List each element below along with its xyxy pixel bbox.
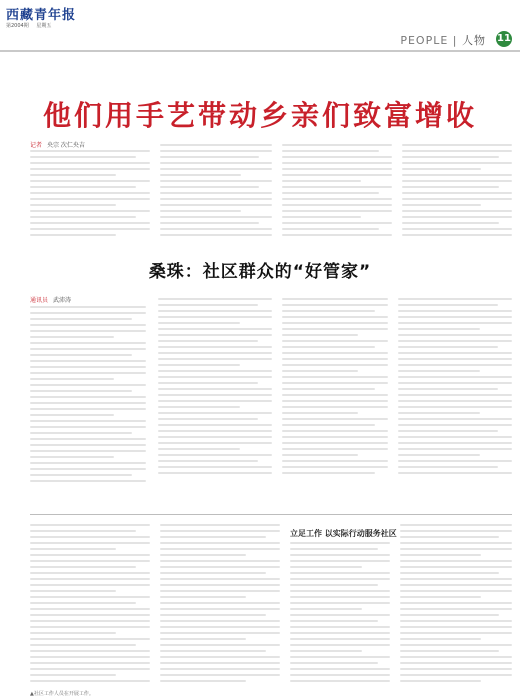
article2-column-1 bbox=[30, 306, 146, 506]
lower-column-4 bbox=[400, 524, 512, 692]
issue-number: 第2004期 bbox=[6, 23, 29, 29]
weekday: 星期五 bbox=[36, 23, 52, 29]
article1-column-3 bbox=[282, 144, 392, 250]
article1-byline bbox=[30, 140, 85, 149]
section-label-en: PEOPLE bbox=[400, 34, 449, 47]
article2-sub-heading: 立足工作 以实际行动服务社区 bbox=[290, 529, 397, 538]
page-header bbox=[0, 0, 520, 52]
header-divider bbox=[0, 50, 520, 52]
photo-caption: ▲社区工作人员在开展工作。 bbox=[30, 691, 94, 697]
lower-column-1 bbox=[30, 524, 150, 692]
article2-column-4 bbox=[398, 298, 512, 506]
lower-column-3 bbox=[290, 542, 390, 692]
issue-date-line bbox=[6, 22, 57, 29]
section-tag: PEOPLE | 人物 bbox=[400, 34, 486, 47]
section-divider bbox=[30, 514, 512, 515]
article2-byline-category: 通讯员 bbox=[30, 297, 49, 304]
article2-column-3 bbox=[282, 298, 388, 506]
article1-byline-category: 记者 bbox=[30, 142, 43, 149]
article2-column-2 bbox=[158, 298, 272, 506]
article2-byline-names: 武沛涛 bbox=[52, 297, 71, 304]
article2-headline: 桑珠：社区群众的“好管家” bbox=[148, 262, 372, 282]
article1-column-1 bbox=[30, 150, 150, 250]
article1-byline-names: 央宗 次仁央吉 bbox=[46, 142, 85, 149]
lower-column-2 bbox=[160, 524, 280, 692]
section-label-cn: 人物 bbox=[462, 34, 486, 47]
article1-headline: 他们用手艺带动乡亲们致富增收 bbox=[42, 99, 477, 132]
page-number-badge: 11 bbox=[496, 31, 512, 47]
article1-column-4 bbox=[402, 144, 512, 250]
newspaper-masthead: 西藏青年报 bbox=[6, 8, 77, 23]
article1-column-2 bbox=[160, 144, 272, 250]
article2-byline bbox=[30, 295, 71, 304]
